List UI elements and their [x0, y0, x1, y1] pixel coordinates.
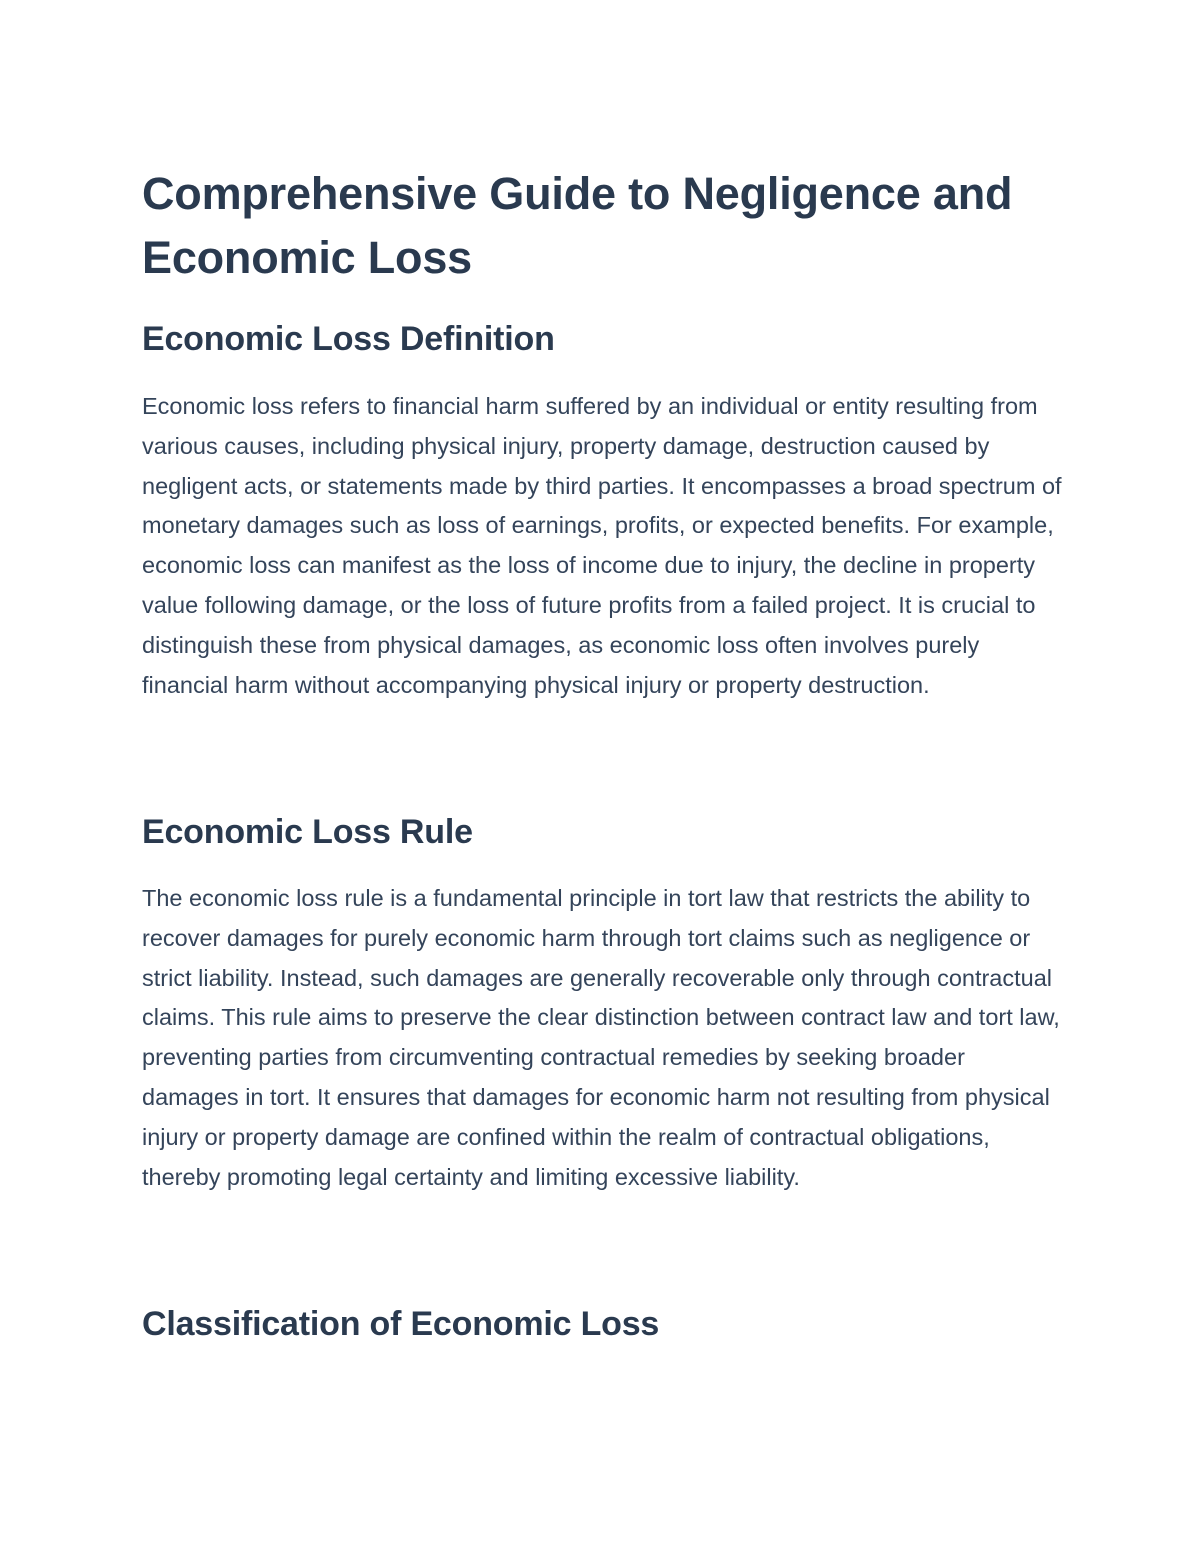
section-heading-classification-of-economic-loss: Classification of Economic Loss	[142, 1305, 660, 1343]
section-heading-economic-loss-rule: Economic Loss Rule	[142, 813, 473, 851]
section-heading-economic-loss-definition: Economic Loss Definition	[142, 320, 555, 358]
section-body-economic-loss-definition: Economic loss refers to financial harm suffered by an individual or entity resulting from various causes, including physical injury, property damage, destruction caused by negligent acts, or statements made by third parties. It encompasses a broad spectrum of monetary damages such as loss of earnings, profits, or expected benefits. For example, economic loss can manifest as the loss of income due to injury, the decline in property value following damage, or the loss of future profits from a failed project. It is crucial to distinguish these from physical damages, as economic loss often involves purely financial harm without accompanying physical injury or property destruction.	[142, 393, 1062, 698]
section-body-economic-loss-rule: The economic loss rule is a fundamental principle in tort law that restricts the ability to recover damages for purely economic harm through tort claims such as negligence or strict liability. Instead, such damages are generally recoverable only through contractual claims. This rule aims to preserve the clear distinction between contract law and tort law, preventing parties from circumventing contractual remedies by seeking broader damages in tort. It ensures that damages for economic harm not resulting from physical injury or property damage are confined within the realm of contractual obligations, thereby promoting legal certainty and limiting excessive liability.	[142, 885, 1060, 1190]
document-title: Comprehensive Guide to Negligence and Economic Loss	[142, 168, 1013, 283]
